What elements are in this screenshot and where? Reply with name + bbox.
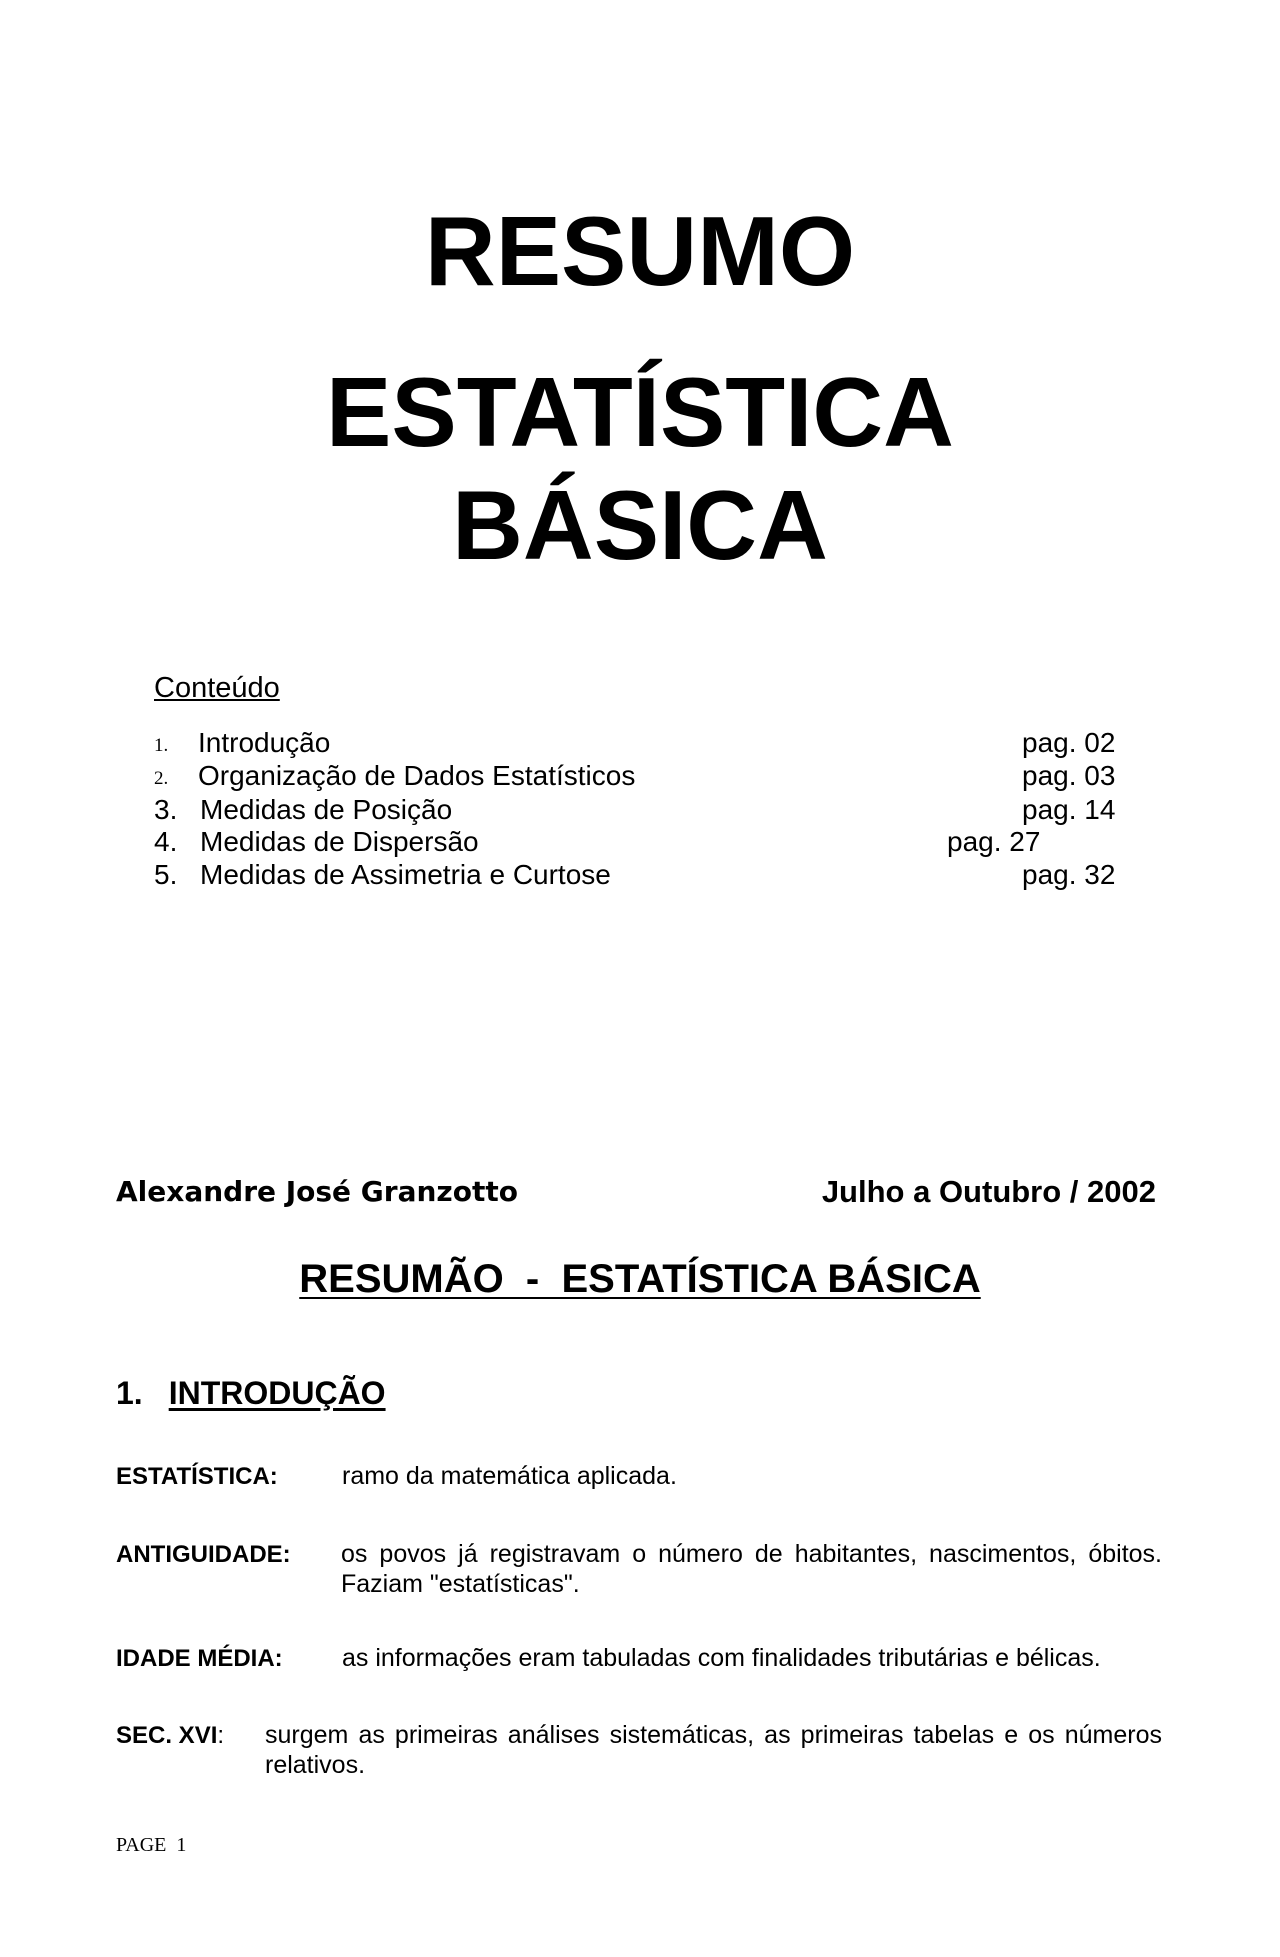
definition-text: surgem as primeiras análises sistemáticas, as primeiras tabelas e os números relativos.: [265, 1721, 1162, 1779]
definition-term: ANTIGUIDADE:: [116, 1541, 291, 1568]
toc-item-number: 3.: [154, 794, 178, 825]
toc-item-label: Organização de Dados Estatísticos: [198, 760, 636, 791]
toc-item-page: pag. 14: [1022, 794, 1116, 825]
toc-item: [154, 859, 1120, 893]
toc-item-page: pag. 03: [1022, 760, 1116, 791]
page-number: 1: [176, 1834, 187, 1856]
title-line-2: ESTATÍSTICA: [326, 357, 954, 467]
page-label: PAGE: [116, 1834, 167, 1856]
toc-item: [154, 826, 1120, 860]
toc-item: [154, 760, 1120, 794]
toc-item-page: pag. 27: [947, 826, 1041, 857]
page-footer: [116, 1834, 186, 1857]
toc-item-number: 4.: [154, 826, 178, 857]
toc-item-label: Medidas de Dispersão: [200, 826, 479, 857]
definition-text: os povos já registravam o número de habitantes, nascimentos, óbitos. Faziam "estatísticas".: [341, 1540, 1162, 1598]
definition-text: as informações eram tabuladas com finalidades tributárias e bélicas.: [342, 1644, 1101, 1672]
section-number: 1.: [116, 1375, 143, 1411]
toc-item-number: 1.: [154, 735, 169, 756]
definition-text: ramo da matemática aplicada.: [342, 1462, 677, 1490]
definition-term: ESTATÍSTICA:: [116, 1463, 278, 1490]
section-title: INTRODUÇÃO: [168, 1375, 386, 1411]
title-line-1: RESUMO: [424, 196, 856, 306]
title-line-3: BÁSICA: [452, 470, 828, 580]
definition-term-text: SEC. XVI: [116, 1722, 218, 1749]
toc-item-number: 5.: [154, 859, 178, 890]
toc-item-label: Introdução: [198, 727, 331, 758]
toc-heading: Conteúdo: [154, 672, 280, 704]
toc-item-label: Medidas de Assimetria e Curtose: [200, 859, 611, 890]
definition-term: SEC. XVI:: [116, 1722, 225, 1749]
section-heading: [116, 1375, 386, 1412]
toc-item: [154, 727, 1120, 761]
document-subtitle: [0, 1257, 1280, 1302]
toc-item-number: 2.: [154, 768, 169, 789]
date-range: Julho a Outubro / 2002: [821, 1174, 1156, 1209]
author-name: Alexandre José Granzotto: [116, 1175, 518, 1208]
toc-item-page: pag. 32: [1022, 859, 1116, 890]
document-subtitle-text: RESUMÃO - ESTATÍSTICA BÁSICA: [299, 1257, 981, 1301]
definition-term: IDADE MÉDIA:: [116, 1645, 283, 1672]
toc-item: [154, 794, 1120, 828]
toc-item-page: pag. 02: [1022, 727, 1116, 758]
toc-item-label: Medidas de Posição: [200, 794, 453, 825]
